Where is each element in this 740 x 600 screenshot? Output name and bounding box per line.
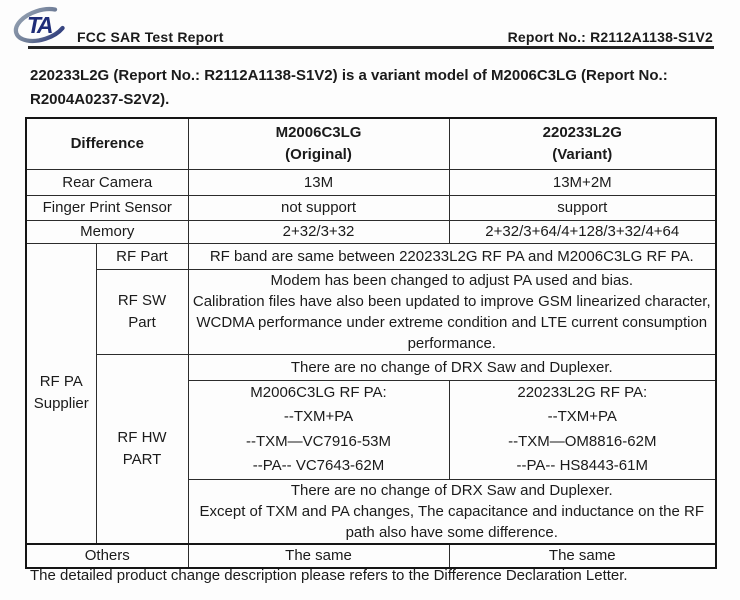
rf-pa-supplier-line1: RF PA — [39, 373, 83, 390]
memory-variant: 2+32/3+64/4+128/3+32/4+64 — [449, 220, 716, 243]
original-pa-line1: M2006C3LG RF PA: — [250, 383, 387, 401]
header-original — [188, 118, 449, 169]
header-rule — [28, 46, 714, 49]
rf-hw-bottom-line2: Except of TXM and PA changes, The capacitance and inductance on the RF path also have some difference. — [199, 502, 705, 541]
row-rf-part — [26, 243, 716, 269]
logo-letters: TA — [27, 12, 51, 38]
original-pa-line2: --TXM+PA — [283, 408, 354, 425]
row-rf-sw — [26, 269, 716, 354]
rf-pa-supplier-line2: Supplier — [33, 395, 89, 412]
fingerprint-variant: support — [449, 195, 716, 220]
intro-paragraph: 220233L2G (Report No.: R2112A1138-S1V2) is a variant model of M2006C3LG (Report No.: R2004A0237-S2V2). — [30, 67, 668, 108]
others-original: The same — [188, 544, 449, 568]
fingerprint-original: not support — [188, 195, 449, 220]
header-original-model: M2006C3LG — [275, 123, 362, 141]
memory-original: 2+32/3+32 — [188, 220, 449, 243]
rf-pa-supplier-label — [26, 243, 96, 544]
variant-pa-line3: --TXM—OM8816-62M — [508, 432, 657, 450]
rear-camera-original: 13M — [188, 169, 449, 195]
rf-sw-label-line1: RF SW — [117, 291, 167, 309]
rf-hw-label — [96, 354, 188, 544]
original-pa-line3: --TXM—VC7916-53M — [245, 432, 392, 450]
rf-hw-bottom-line1: There are no change of DRX Saw and Duplexer. — [290, 481, 613, 499]
others-variant: The same — [449, 544, 716, 568]
row-rear-camera — [26, 169, 716, 195]
rear-camera-label: Rear Camera — [26, 169, 188, 195]
lab-logo-icon — [10, 3, 74, 49]
doc-title: FCC SAR Test Report — [77, 29, 224, 45]
variant-pa-line4: --PA-- HS8443-61M — [516, 457, 648, 474]
rf-sw-label — [96, 269, 188, 354]
row-memory — [26, 220, 716, 243]
footer-note: The detailed product change description please refers to the Difference Declaration Letter. — [30, 567, 628, 584]
variant-pa-line1: 220233L2G RF PA: — [517, 383, 648, 401]
fingerprint-label: Finger Print Sensor — [26, 195, 188, 220]
header-variant-model: 220233L2G — [542, 123, 622, 141]
rf-hw-bottom-text — [188, 479, 716, 544]
variant-pa-line2: --TXM+PA — [547, 408, 617, 425]
row-rf-hw-drx — [26, 354, 716, 380]
rf-sw-text-line1: Modem has been changed to adjust PA used and bias. — [270, 271, 633, 289]
row-others — [26, 544, 716, 568]
header-variant-tag: (Variant) — [552, 145, 613, 163]
rf-hw-original-pa — [188, 380, 449, 479]
rf-hw-label-line1: RF HW — [117, 428, 167, 446]
rf-hw-drx-note: There are no change of DRX Saw and Duplexer. — [188, 354, 716, 380]
rf-part-text: RF band are same between 220233L2G RF PA and M2006C3LG RF PA. — [188, 243, 716, 269]
rf-hw-label-line2: PART — [122, 450, 162, 468]
rear-camera-variant: 13M+2M — [449, 169, 716, 195]
rf-sw-text-line2: Calibration files have also been updated to improve GSM linearized character, WCDMA performance under extreme condition and LTE current consumption performance. — [192, 292, 711, 352]
rf-sw-label-line2: Part — [128, 313, 156, 331]
report-number: Report No.: R2112A1138-S1V2 — [507, 29, 713, 45]
others-label: Others — [26, 544, 188, 568]
header-original-tag: (Original) — [285, 145, 352, 163]
row-fingerprint — [26, 195, 716, 220]
header-variant — [449, 118, 716, 169]
rf-hw-variant-pa — [449, 380, 716, 479]
table-header-row — [26, 118, 716, 169]
original-pa-line4: --PA-- VC7643-62M — [252, 457, 385, 474]
rf-part-label: RF Part — [96, 243, 188, 269]
difference-table — [25, 117, 717, 569]
rf-sw-text — [188, 269, 716, 354]
memory-label: Memory — [26, 220, 188, 243]
header-difference: Difference — [26, 118, 188, 169]
